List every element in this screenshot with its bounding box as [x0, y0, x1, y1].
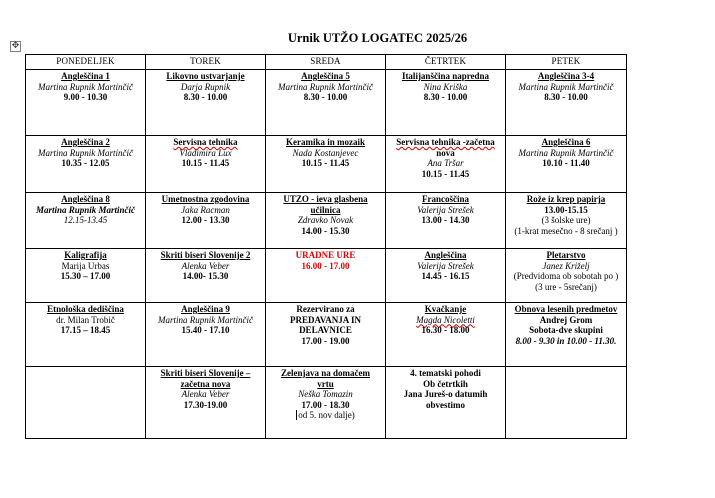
teacher-name: Valerija Strešek [417, 260, 474, 271]
course-time: 17.15 – 18.45 [60, 325, 111, 335]
teacher-name: Vladimira Lux [179, 147, 232, 158]
table-row [26, 193, 627, 249]
course-note: Sobota-dve skupini [529, 325, 603, 335]
teacher-name: Martina Rupnik Martinčič [518, 147, 614, 158]
hike-line: Jana Jureš-o datumih [403, 389, 488, 399]
course-title-cont: nova [436, 147, 455, 158]
course-title: Angleščina 9 [181, 304, 230, 314]
table-row [26, 136, 627, 193]
course-title: Obnova lesenih predmetov [514, 304, 618, 314]
table-row [26, 367, 627, 439]
schedule-cell [386, 70, 506, 136]
teacher-name: Martina Rupnik Martinčič [518, 81, 614, 92]
move-handle-icon[interactable]: ✥ [11, 41, 20, 51]
course-time: 17.30-19.00 [183, 399, 228, 410]
schedule-cell [506, 136, 627, 193]
course-title: Angleščina 1 [61, 71, 110, 81]
schedule-cell [386, 303, 506, 367]
schedule-table [25, 54, 627, 439]
schedule-cell [26, 249, 146, 303]
teacher-name: Martina Rupnik Martinčič [158, 314, 253, 325]
teacher-name: Jaka Racman [181, 204, 230, 215]
schedule-cell [26, 136, 146, 193]
schedule-cell [266, 136, 386, 193]
schedule-cell [386, 193, 506, 249]
schedule-cell [146, 367, 266, 439]
schedule-cell [266, 70, 386, 136]
teacher-name: Darja Rupnik [180, 81, 231, 92]
schedule-cell-empty [26, 367, 146, 439]
teacher-name: Ana Tršar [427, 158, 464, 168]
course-time: 8.30 - 10.00 [544, 92, 588, 102]
teacher-name: Alenka Veber [181, 260, 230, 271]
hike-line: obvestimo [426, 399, 465, 410]
teacher-name: Zdravko Novak [297, 215, 354, 225]
schedule-cell [146, 193, 266, 249]
day-header-monday: PONEDELJEK [26, 55, 146, 70]
course-title: Italijanščina napredna [401, 71, 490, 81]
course-title: Servisna tehnika -začetna [396, 137, 495, 147]
schedule-cell [146, 303, 266, 367]
course-time: 13.00 - 14.30 [421, 215, 470, 225]
course-title: Angleščina 8 [61, 194, 110, 204]
day-header-wednesday: SREDA [266, 55, 386, 70]
course-time: 14.00- 15.30 [182, 271, 229, 281]
schedule-cell [506, 249, 627, 303]
schedule-cell [146, 70, 266, 136]
course-time: 15.30 – 17.00 [60, 271, 111, 281]
schedule-cell [146, 249, 266, 303]
teacher-name: Martina Rupnik Martinčič [38, 147, 133, 158]
course-title: Umetnostna zgodovina [161, 194, 250, 204]
course-title: Pletarstvo [546, 250, 586, 260]
teacher-name: dr. Milan Trobič [56, 314, 115, 325]
office-hours-label: URADNE URE [295, 250, 356, 260]
course-time: 12.00 - 13.30 [181, 215, 230, 225]
teacher-name: Alenka Veber [181, 389, 230, 399]
hike-line: 4. tematski pohodi [410, 368, 481, 378]
course-time: 10.15 - 11.45 [181, 158, 230, 168]
course-title: Likovno ustvarjanje [166, 71, 245, 81]
day-header-friday: PETEK [506, 55, 627, 70]
teacher-name: Andrej Grom [539, 314, 593, 325]
page-title: Urnik UTŽO LOGATEC 2025/26 [287, 31, 468, 45]
course-title: Etnološka dediščina [47, 304, 124, 314]
teacher-name: Magda Nicoletti [416, 314, 475, 325]
schedule-cell [386, 136, 506, 193]
course-note: (3 ure - 5srečanj) [535, 281, 597, 292]
course-time: 10.35 - 12.05 [61, 158, 110, 168]
course-title: UTZO - ieva glasbena [283, 194, 368, 204]
schedule-cell [26, 193, 146, 249]
course-time: 15.40 - 17.10 [181, 325, 230, 335]
schedule-cell [26, 70, 146, 136]
office-hours-time: 16.00 - 17.00 [301, 260, 350, 271]
course-time: 17.00 - 19.00 [301, 335, 350, 346]
course-time: 17.00 - 18.30 [301, 399, 350, 410]
schedule-cell [266, 193, 386, 249]
course-title: Skriti biseri Slovenije 2 [160, 250, 251, 260]
schedule-cell [26, 303, 146, 367]
course-title: Angleščina 5 [301, 71, 350, 81]
course-time: 10.10 - 11.40 [542, 158, 590, 168]
table-row [26, 249, 627, 303]
course-time: 8.30 - 10.00 [423, 92, 468, 102]
course-time: 10.15 - 11.45 [301, 158, 350, 168]
schedule-cell [386, 249, 506, 303]
teacher-name: Marija Urbas [61, 260, 110, 271]
course-title-cont: začetna nova [180, 378, 231, 389]
course-title: Angleščina 6 [541, 137, 591, 147]
schedule-cell [506, 193, 627, 249]
table-row [26, 70, 627, 136]
teacher-name: Martina Rupnik Martinčič [35, 204, 136, 215]
course-note: (3 šolske ure) [541, 215, 591, 225]
course-time: 13.00-15.15 [544, 204, 588, 215]
course-title-cont: vrtu [317, 378, 334, 389]
course-title: Kvačkanje [424, 304, 467, 314]
teacher-name: Janez Križelj [542, 260, 590, 271]
teacher-name: Nada Kostanjevec [292, 147, 359, 158]
course-time: 8.00 - 9.30 in 10.00 - 11.30. [515, 335, 617, 346]
course-title: Angleščina 3-4 [537, 71, 595, 81]
schedule-cell [266, 367, 386, 439]
course-title: Servisna tehnika [173, 137, 238, 147]
schedule-cell [266, 249, 386, 303]
teacher-name: Valerija Strešek [417, 204, 474, 215]
teacher-name: Martina Rupnik Martinčič [38, 81, 133, 92]
course-title: Skriti biseri Slovenije – [160, 368, 251, 378]
schedule-cell [506, 70, 627, 136]
course-title: Angleščina 2 [61, 137, 110, 147]
course-title: Kaligrafija [64, 250, 107, 260]
reserved-line: PREDAVANJA IN [290, 314, 361, 325]
hike-line: Ob četrtkih [423, 378, 468, 389]
course-title: Keramika in mozaik [286, 137, 365, 147]
table-row [26, 303, 627, 367]
course-note: (1-krat mesečno - 8 srečanj ) [514, 225, 618, 236]
teacher-name: Neška Tomazin [298, 389, 353, 399]
course-title: Angleščina [424, 250, 467, 260]
course-time: 8.30 - 10.00 [183, 92, 228, 102]
reserved-line: DELAVNICE [299, 325, 352, 335]
course-time: 16.30 - 18.00 [421, 325, 470, 335]
day-header-tuesday: TOREK [146, 55, 266, 70]
course-time: 9.00 - 10.30 [63, 92, 108, 102]
course-time: 12.15-13.45 [63, 215, 108, 225]
course-note: (Predvidoma ob sobotah po ) [513, 271, 619, 281]
teacher-name: Nina Kriška [423, 81, 468, 92]
course-title: Zelenjava na domačem [281, 368, 370, 378]
course-title: Francoščina [422, 194, 469, 204]
schedule-cell [506, 303, 627, 367]
course-time: 14.00 - 15.30 [301, 225, 350, 236]
schedule-cell [146, 136, 266, 193]
schedule-cell [266, 303, 386, 367]
header-row [26, 55, 627, 70]
schedule-cell [386, 367, 506, 439]
course-title-cont: učilnica [310, 204, 341, 215]
course-title: Rože iz krep papirja [526, 194, 606, 204]
teacher-name: Martina Rupnik Martinčič [278, 81, 373, 92]
course-time: 8.30 - 10.00 [303, 92, 348, 102]
course-time: 14.45 - 16.15 [421, 271, 470, 281]
reserved-line: Rezervirano za [296, 304, 355, 314]
course-time: 10.15 - 11.45 [421, 168, 470, 179]
schedule-cell-empty [506, 367, 627, 439]
course-note: od 5. nov dalje) [298, 410, 355, 420]
day-header-thursday: ČETRTEK [386, 55, 506, 70]
